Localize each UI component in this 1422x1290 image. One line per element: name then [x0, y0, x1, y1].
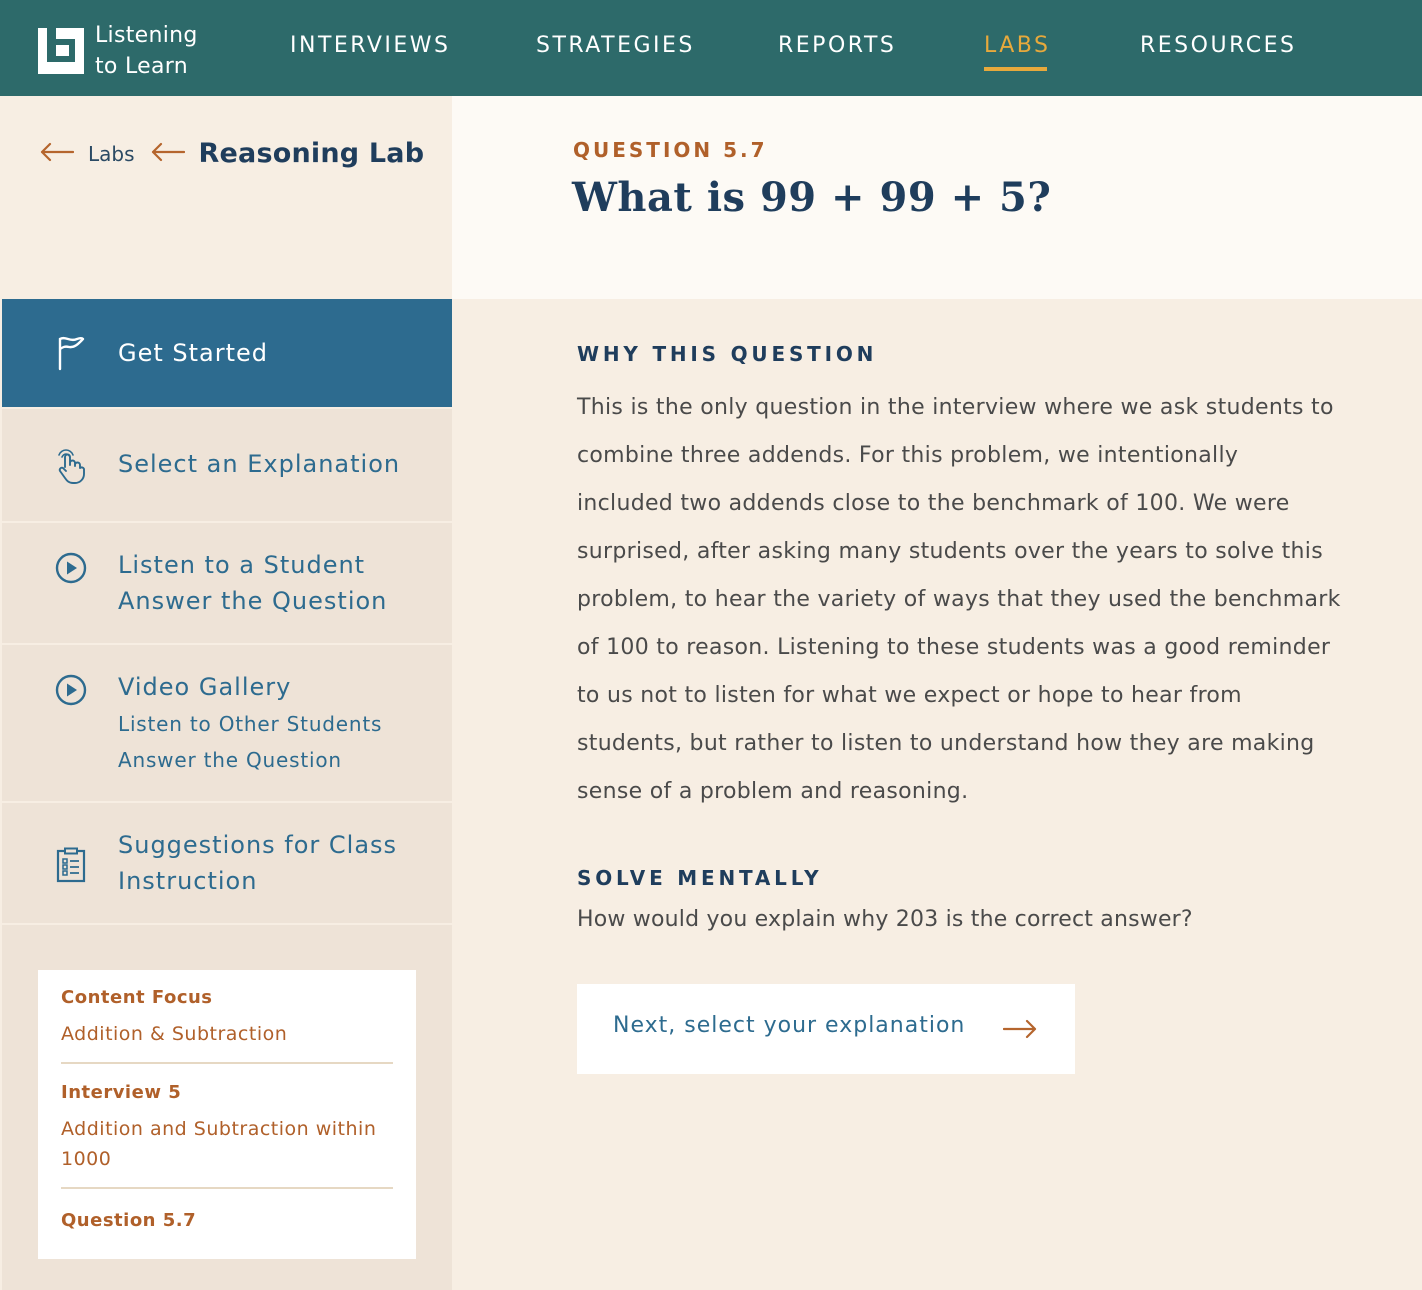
- logo-mark-icon: [38, 28, 84, 74]
- why-line: sense of a problem and reasoning.: [577, 779, 969, 804]
- why-line: combine three addends. For this problem, we intentionally: [577, 443, 1239, 468]
- top-navigation: [0, 0, 1422, 96]
- nav-labs[interactable]: LABS: [984, 33, 1051, 58]
- back-arrow-icon[interactable]: [40, 141, 74, 167]
- nav-interviews[interactable]: INTERVIEWS: [290, 33, 451, 58]
- why-line: students, but rather to listen to understand how they are making: [577, 731, 1315, 756]
- logo-text-line2: to Learn: [95, 54, 188, 79]
- flag-icon: [54, 335, 88, 369]
- why-line: to us not to listen for what we expect or hope to hear from: [577, 683, 1242, 708]
- site-logo[interactable]: [38, 20, 198, 82]
- sidebar-item-video-gallery[interactable]: [2, 645, 452, 803]
- play-circle-icon: [54, 551, 88, 585]
- why-line: problem, to hear the variety of ways that they used the benchmark: [577, 587, 1341, 612]
- question-info-card: [38, 970, 416, 1259]
- divider: [61, 1062, 393, 1064]
- sidebar-item-label: Select an Explanation: [118, 450, 401, 478]
- nav-active-underline: [984, 67, 1047, 71]
- question-title: What is 99 + 99 + 5?: [572, 174, 1052, 221]
- breadcrumb-current: Reasoning Lab: [198, 138, 425, 169]
- next-select-explanation-button[interactable]: [577, 984, 1075, 1074]
- sidebar-item-label: Video Gallery: [118, 673, 292, 701]
- nav-resources[interactable]: RESOURCES: [1140, 33, 1297, 58]
- why-body-text: [577, 384, 1367, 816]
- sidebar-item-label-line1: Listen to a Student: [118, 551, 366, 579]
- hand-pointer-icon: [54, 449, 88, 483]
- solve-section-title: SOLVE MENTALLY: [577, 866, 823, 890]
- content-focus-value: Addition & Subtraction: [61, 1023, 288, 1045]
- breadcrumb: [40, 138, 424, 169]
- interview-value-line1: Addition and Subtraction within: [61, 1118, 377, 1140]
- logo-text: [95, 20, 198, 82]
- clipboard-icon: [54, 847, 88, 881]
- solve-prompt: How would you explain why 203 is the correct answer?: [577, 907, 1193, 932]
- sidebar-item-sublabel-line2: Answer the Question: [118, 748, 342, 772]
- interview-heading: Interview 5: [61, 1082, 182, 1103]
- sidebar-item-sublabel-line1: Listen to Other Students: [118, 712, 383, 736]
- breadcrumb-panel: [2, 96, 452, 299]
- sidebar-item-get-started[interactable]: [2, 299, 452, 409]
- interview-value-line2: 1000: [61, 1148, 112, 1170]
- content-focus-heading: Content Focus: [61, 987, 213, 1008]
- arrow-right-icon: [1003, 1018, 1037, 1040]
- sidebar-item-label-line2: Answer the Question: [118, 587, 388, 615]
- next-button-label: Next, select your explanation: [613, 1013, 966, 1038]
- sidebar-item-select-explanation[interactable]: [2, 409, 452, 523]
- breadcrumb-labs-link[interactable]: Labs: [88, 141, 135, 166]
- back-arrow-icon[interactable]: [151, 141, 185, 167]
- question-label: QUESTION 5.7: [573, 138, 768, 162]
- logo-text-line1: Listening: [95, 23, 198, 48]
- why-line: of 100 to reason. Listening to these students was a good reminder: [577, 635, 1331, 660]
- why-line: This is the only question in the interview where we ask students to: [577, 395, 1334, 420]
- question-number-label: Question 5.7: [61, 1210, 197, 1231]
- sidebar-item-label: Get Started: [118, 339, 269, 367]
- why-line: included two addends close to the benchmark of 100. We were: [577, 491, 1290, 516]
- sidebar-item-label-line2: Instruction: [118, 867, 258, 895]
- play-circle-icon: [54, 673, 88, 707]
- sidebar-item-listen-student[interactable]: [2, 523, 452, 645]
- why-section-title: WHY THIS QUESTION: [577, 342, 878, 366]
- nav-reports[interactable]: REPORTS: [778, 33, 897, 58]
- sidebar-item-label-line1: Suggestions for Class: [118, 831, 398, 859]
- nav-strategies[interactable]: STRATEGIES: [536, 33, 695, 58]
- sidebar-item-suggestions[interactable]: [2, 803, 452, 925]
- divider: [61, 1187, 393, 1189]
- why-line: surprised, after asking many students over the years to solve this: [577, 539, 1323, 564]
